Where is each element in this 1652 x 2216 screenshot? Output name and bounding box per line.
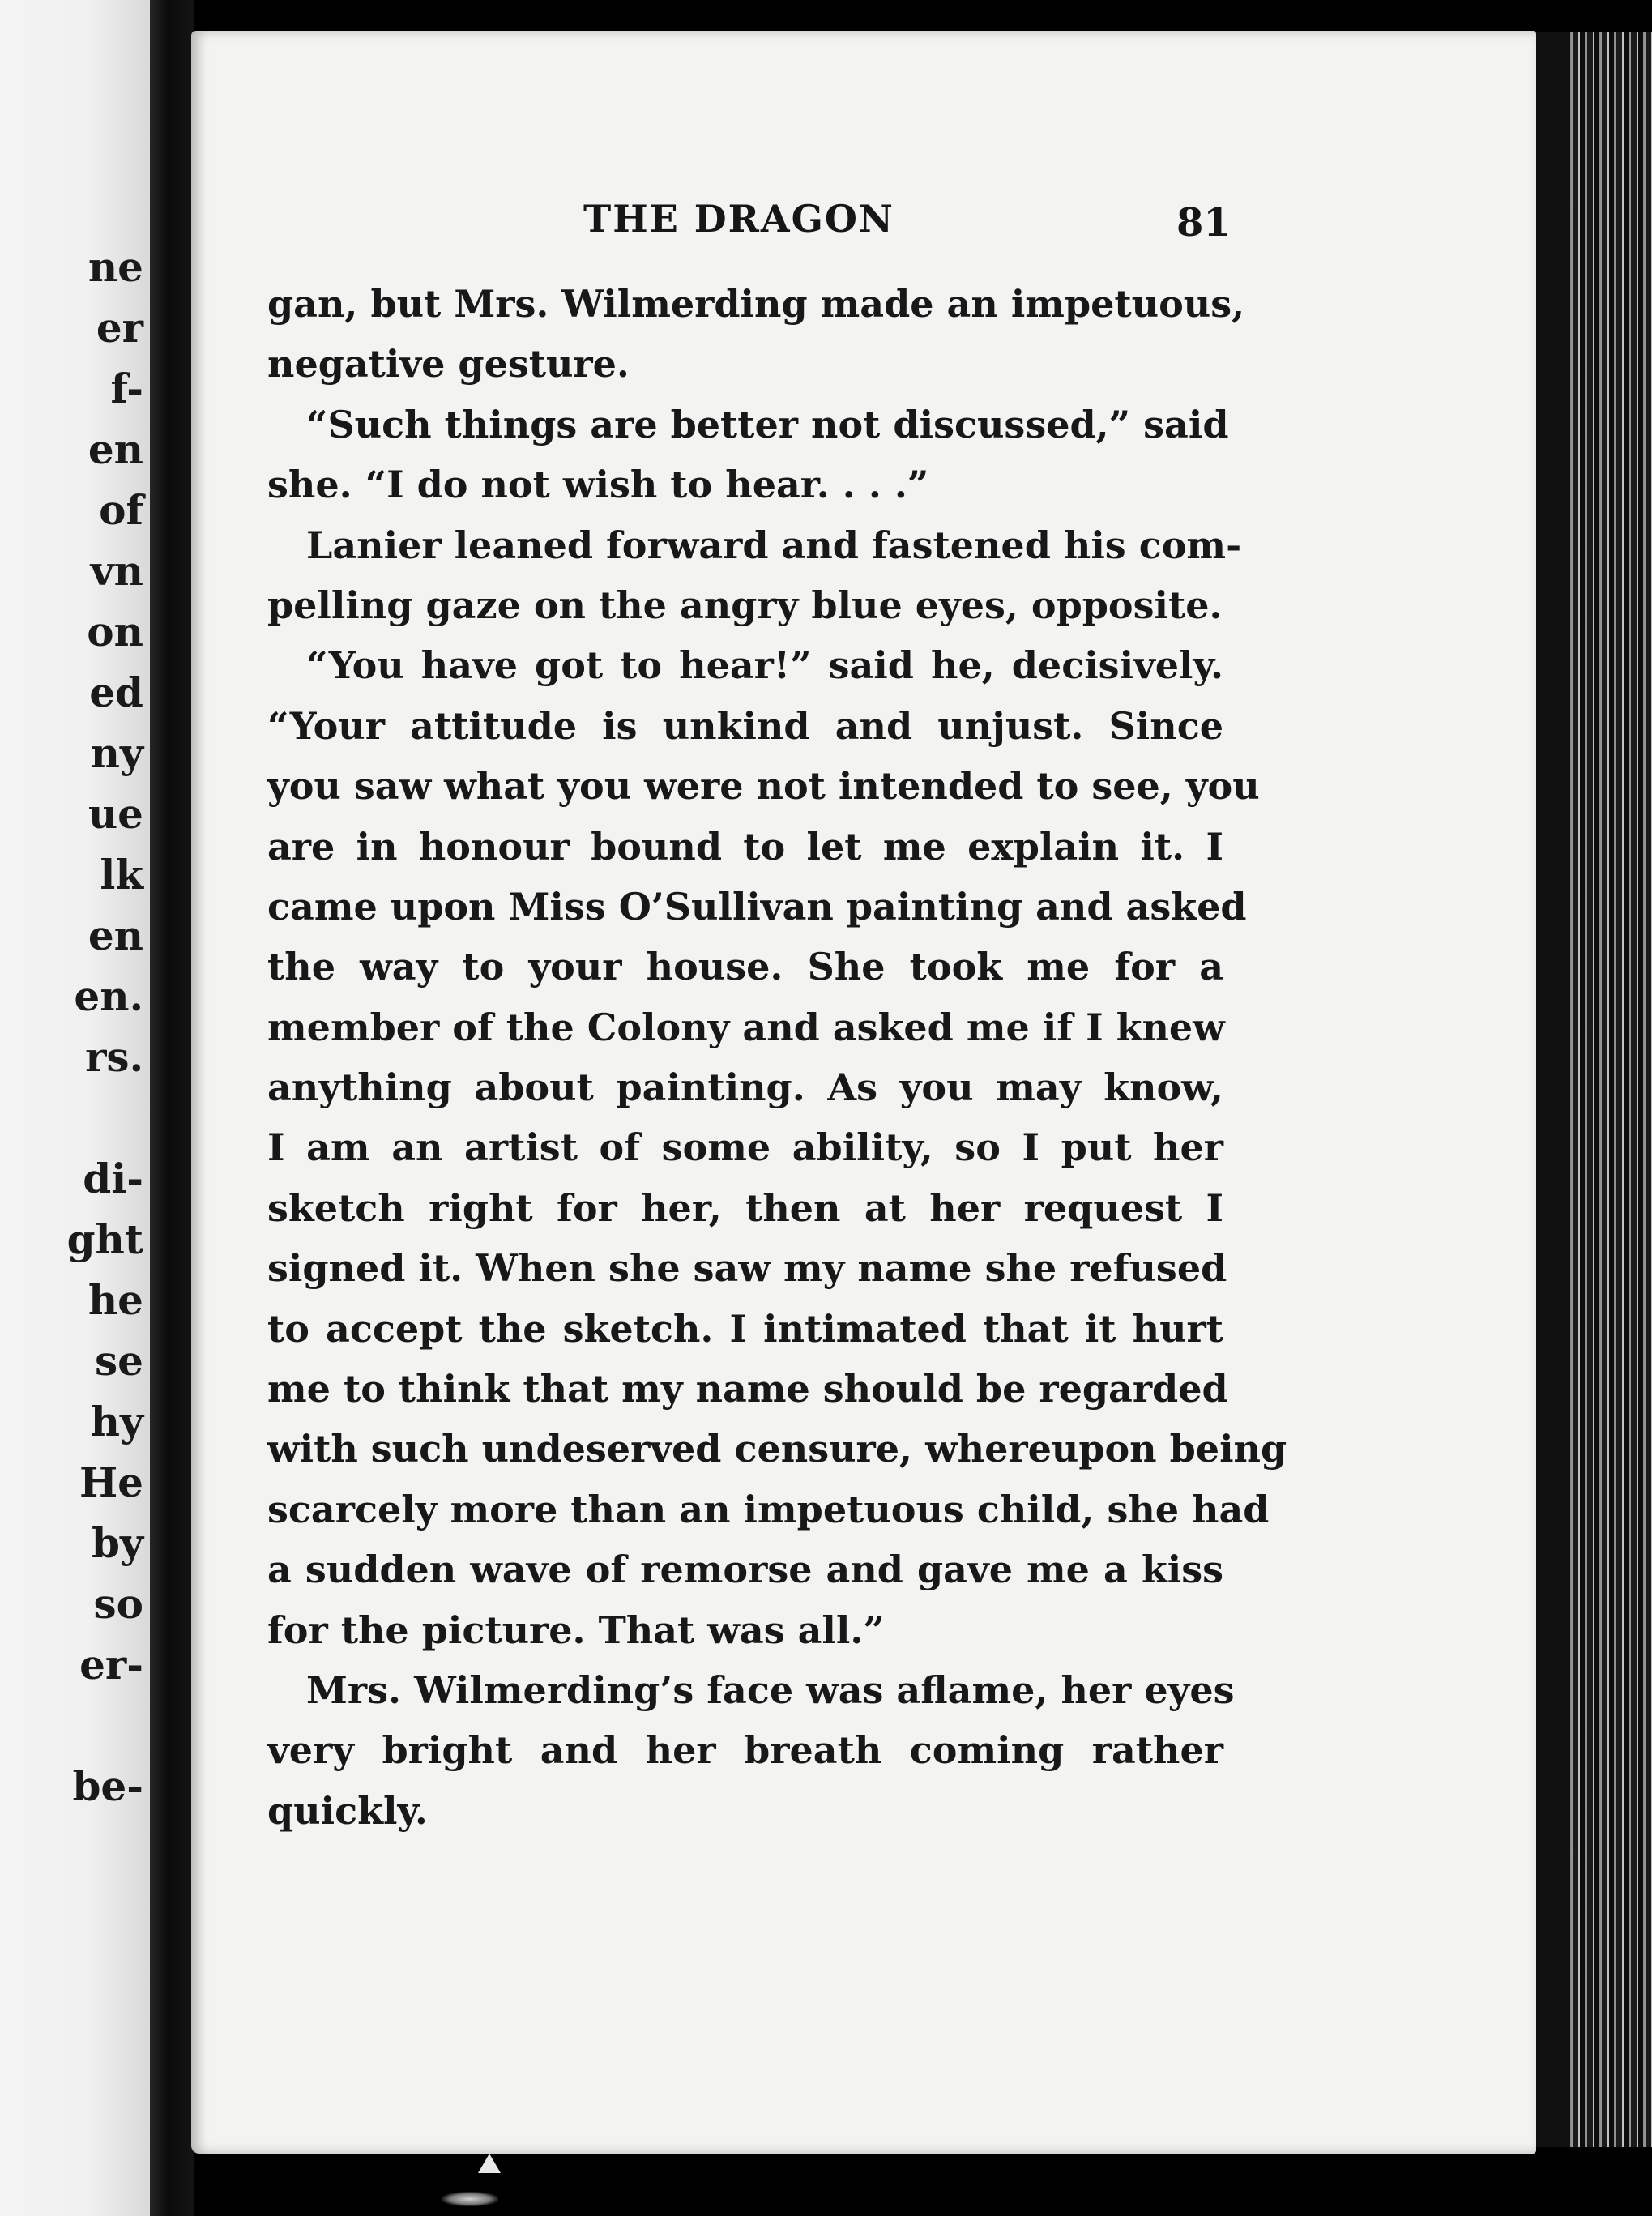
text-line: gan, but Mrs. Wilmerding made an impetuous,	[267, 282, 1245, 326]
book-gutter	[150, 0, 194, 2216]
text-line: with such undeserved censure, whereupon being	[267, 1427, 1287, 1471]
facing-page-text-fragment: en	[88, 912, 143, 959]
text-line: Lanier leaned forward and fastened his com-	[306, 523, 1242, 567]
text-line: negative gesture.	[267, 342, 630, 386]
facing-page-text-fragment: ny	[90, 729, 143, 777]
facing-page-text-fragment: by	[91, 1519, 143, 1567]
facing-page-text-fragment: rs.	[85, 1033, 143, 1081]
text-line: member of the Colony and asked me if I knew	[267, 1005, 1225, 1049]
facing-page-text-fragment: ed	[89, 668, 143, 716]
text-line: you saw what you were not intended to see, you	[267, 764, 1260, 809]
text-line: I am an artist of some ability, so I put her	[267, 1125, 1223, 1170]
facing-page-text-fragment: of	[99, 486, 143, 534]
text-line: a sudden wave of remorse and gave me a kiss	[267, 1548, 1223, 1592]
facing-page-text-fragment: er-	[79, 1641, 143, 1689]
facing-page-text-fragment: se	[95, 1337, 143, 1385]
facing-page-text-fragment: er	[96, 304, 143, 352]
text-line: Mrs. Wilmerding’s face was aflame, her eyes	[306, 1667, 1235, 1712]
facing-page-text-fragment: on	[87, 608, 143, 655]
text-line: signed it. When she saw my name she refused	[267, 1246, 1227, 1291]
text-line: “Such things are better not discussed,” said	[306, 402, 1229, 446]
facing-page-fragment	[0, 0, 150, 2216]
text-line: anything about painting. As you may know,	[267, 1065, 1223, 1110]
text-line: pelling gaze on the angry blue eyes, opposite.	[267, 583, 1223, 627]
facing-page-text-fragment: vn	[90, 547, 143, 595]
facing-page-text-fragment: en	[88, 425, 143, 473]
body-text	[267, 274, 1287, 1841]
text-line: the way to your house. She took me for a	[267, 945, 1223, 989]
scan-artifact-mark	[478, 2154, 501, 2173]
facing-page-text-fragment: he	[88, 1276, 143, 1324]
text-line: came upon Miss O’Sullivan painting and asked	[267, 884, 1247, 929]
facing-page-text-fragment: ne	[88, 243, 143, 291]
text-line: “Your attitude is unkind and unjust. Since	[267, 703, 1223, 748]
text-line: scarcely more than an impetuous child, she had	[267, 1487, 1270, 1531]
page-edge-shadow	[1536, 32, 1569, 2147]
facing-page-text-fragment: He	[79, 1458, 143, 1506]
facing-page-text-fragment: en.	[74, 972, 143, 1020]
running-head: THE DRAGON	[583, 197, 894, 241]
text-line: sketch right for her, then at her request I	[267, 1185, 1223, 1230]
text-line: me to think that my name should be regarded	[267, 1367, 1228, 1411]
text-line: for the picture. That was all.”	[267, 1608, 885, 1652]
facing-page-text-fragment: hy	[90, 1398, 143, 1445]
page-edges	[1536, 32, 1652, 2147]
facing-page-text-fragment: ght	[66, 1215, 143, 1263]
scan-artifact-smudge	[442, 2192, 498, 2206]
facing-page-text-fragment: f-	[110, 365, 143, 412]
facing-page-text-fragment: so	[93, 1580, 143, 1628]
text-line: “You have got to hear!” said he, decisively.	[306, 643, 1223, 688]
text-line: are in honour bound to let me explain it. I	[267, 824, 1223, 869]
facing-page-text-fragment: di-	[83, 1155, 143, 1202]
facing-page-text-fragment: ue	[88, 790, 143, 838]
page-number: 81	[1176, 200, 1231, 246]
text-line: she. “I do not wish to hear. . . .”	[267, 463, 929, 507]
text-line: to accept the sketch. I intimated that it hurt	[267, 1306, 1223, 1351]
text-line: quickly.	[267, 1788, 428, 1833]
text-line: very bright and her breath coming rather	[267, 1728, 1223, 1773]
facing-page-text-fragment: lk	[100, 851, 143, 899]
facing-page-text-fragment: be-	[72, 1762, 143, 1810]
